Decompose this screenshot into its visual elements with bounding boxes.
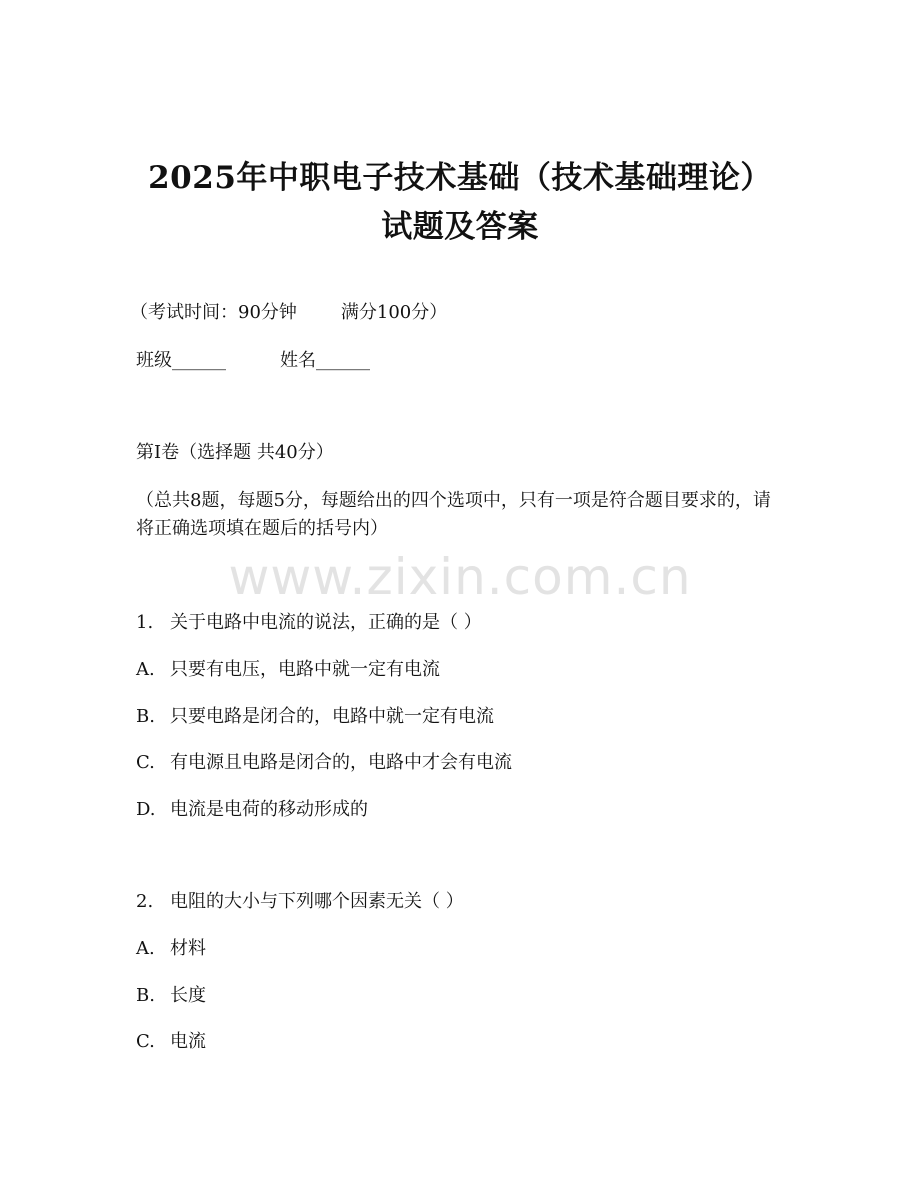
document-title-line2: 试题及答案	[381, 209, 539, 245]
exam-info	[130, 300, 447, 326]
full-score: 满分100分）	[340, 302, 448, 323]
option-text: 电流	[170, 1031, 206, 1052]
question-2-option-b	[136, 983, 206, 1009]
section-instructions: （总共8题，每题5分，每题给出的四个选项中，只有一项是符合题目要求的，请将正确选项填在题后的括号内）	[136, 490, 771, 539]
option-key: B.	[136, 706, 155, 727]
option-text: 材料	[170, 938, 206, 959]
watermark: www.zixin.com.cn	[228, 548, 692, 606]
exam-time: （考试时间：90分钟	[130, 302, 297, 323]
question-1-option-d	[136, 797, 368, 823]
question-1-option-b	[136, 704, 494, 730]
question-1-stem	[136, 610, 482, 636]
question-1-option-a	[136, 657, 440, 683]
option-text: 只要电路是闭合的，电路中就一定有电流	[170, 706, 494, 727]
option-key: A.	[136, 659, 155, 680]
option-text: 有电源且电路是闭合的，电路中才会有电流	[170, 752, 512, 773]
question-number: 1.	[136, 612, 154, 633]
question-1-option-c	[136, 750, 512, 776]
question-text: 关于电路中电流的说法，正确的是（ ）	[170, 612, 482, 633]
section-title: 第I卷（选择题 共40分）	[136, 442, 334, 463]
name-field: 姓名______	[280, 350, 370, 371]
class-field: 班级______	[136, 350, 226, 371]
option-text: 电流是电荷的移动形成的	[170, 799, 368, 820]
option-text: 只要有电压，电路中就一定有电流	[170, 659, 440, 680]
question-number: 2.	[136, 891, 154, 912]
document-title-line1: 2025年中职电子技术基础（技术基础理论）	[148, 160, 772, 196]
option-text: 长度	[170, 985, 206, 1006]
question-text: 电阻的大小与下列哪个因素无关（ ）	[170, 891, 464, 912]
option-key: D.	[136, 799, 156, 820]
question-2-option-c	[136, 1029, 206, 1055]
option-key: C.	[136, 752, 155, 773]
option-key: A.	[136, 938, 155, 959]
option-key: B.	[136, 985, 155, 1006]
student-info	[136, 348, 370, 374]
question-2-option-a	[136, 936, 206, 962]
question-2-stem	[136, 889, 464, 915]
option-key: C.	[136, 1031, 155, 1052]
